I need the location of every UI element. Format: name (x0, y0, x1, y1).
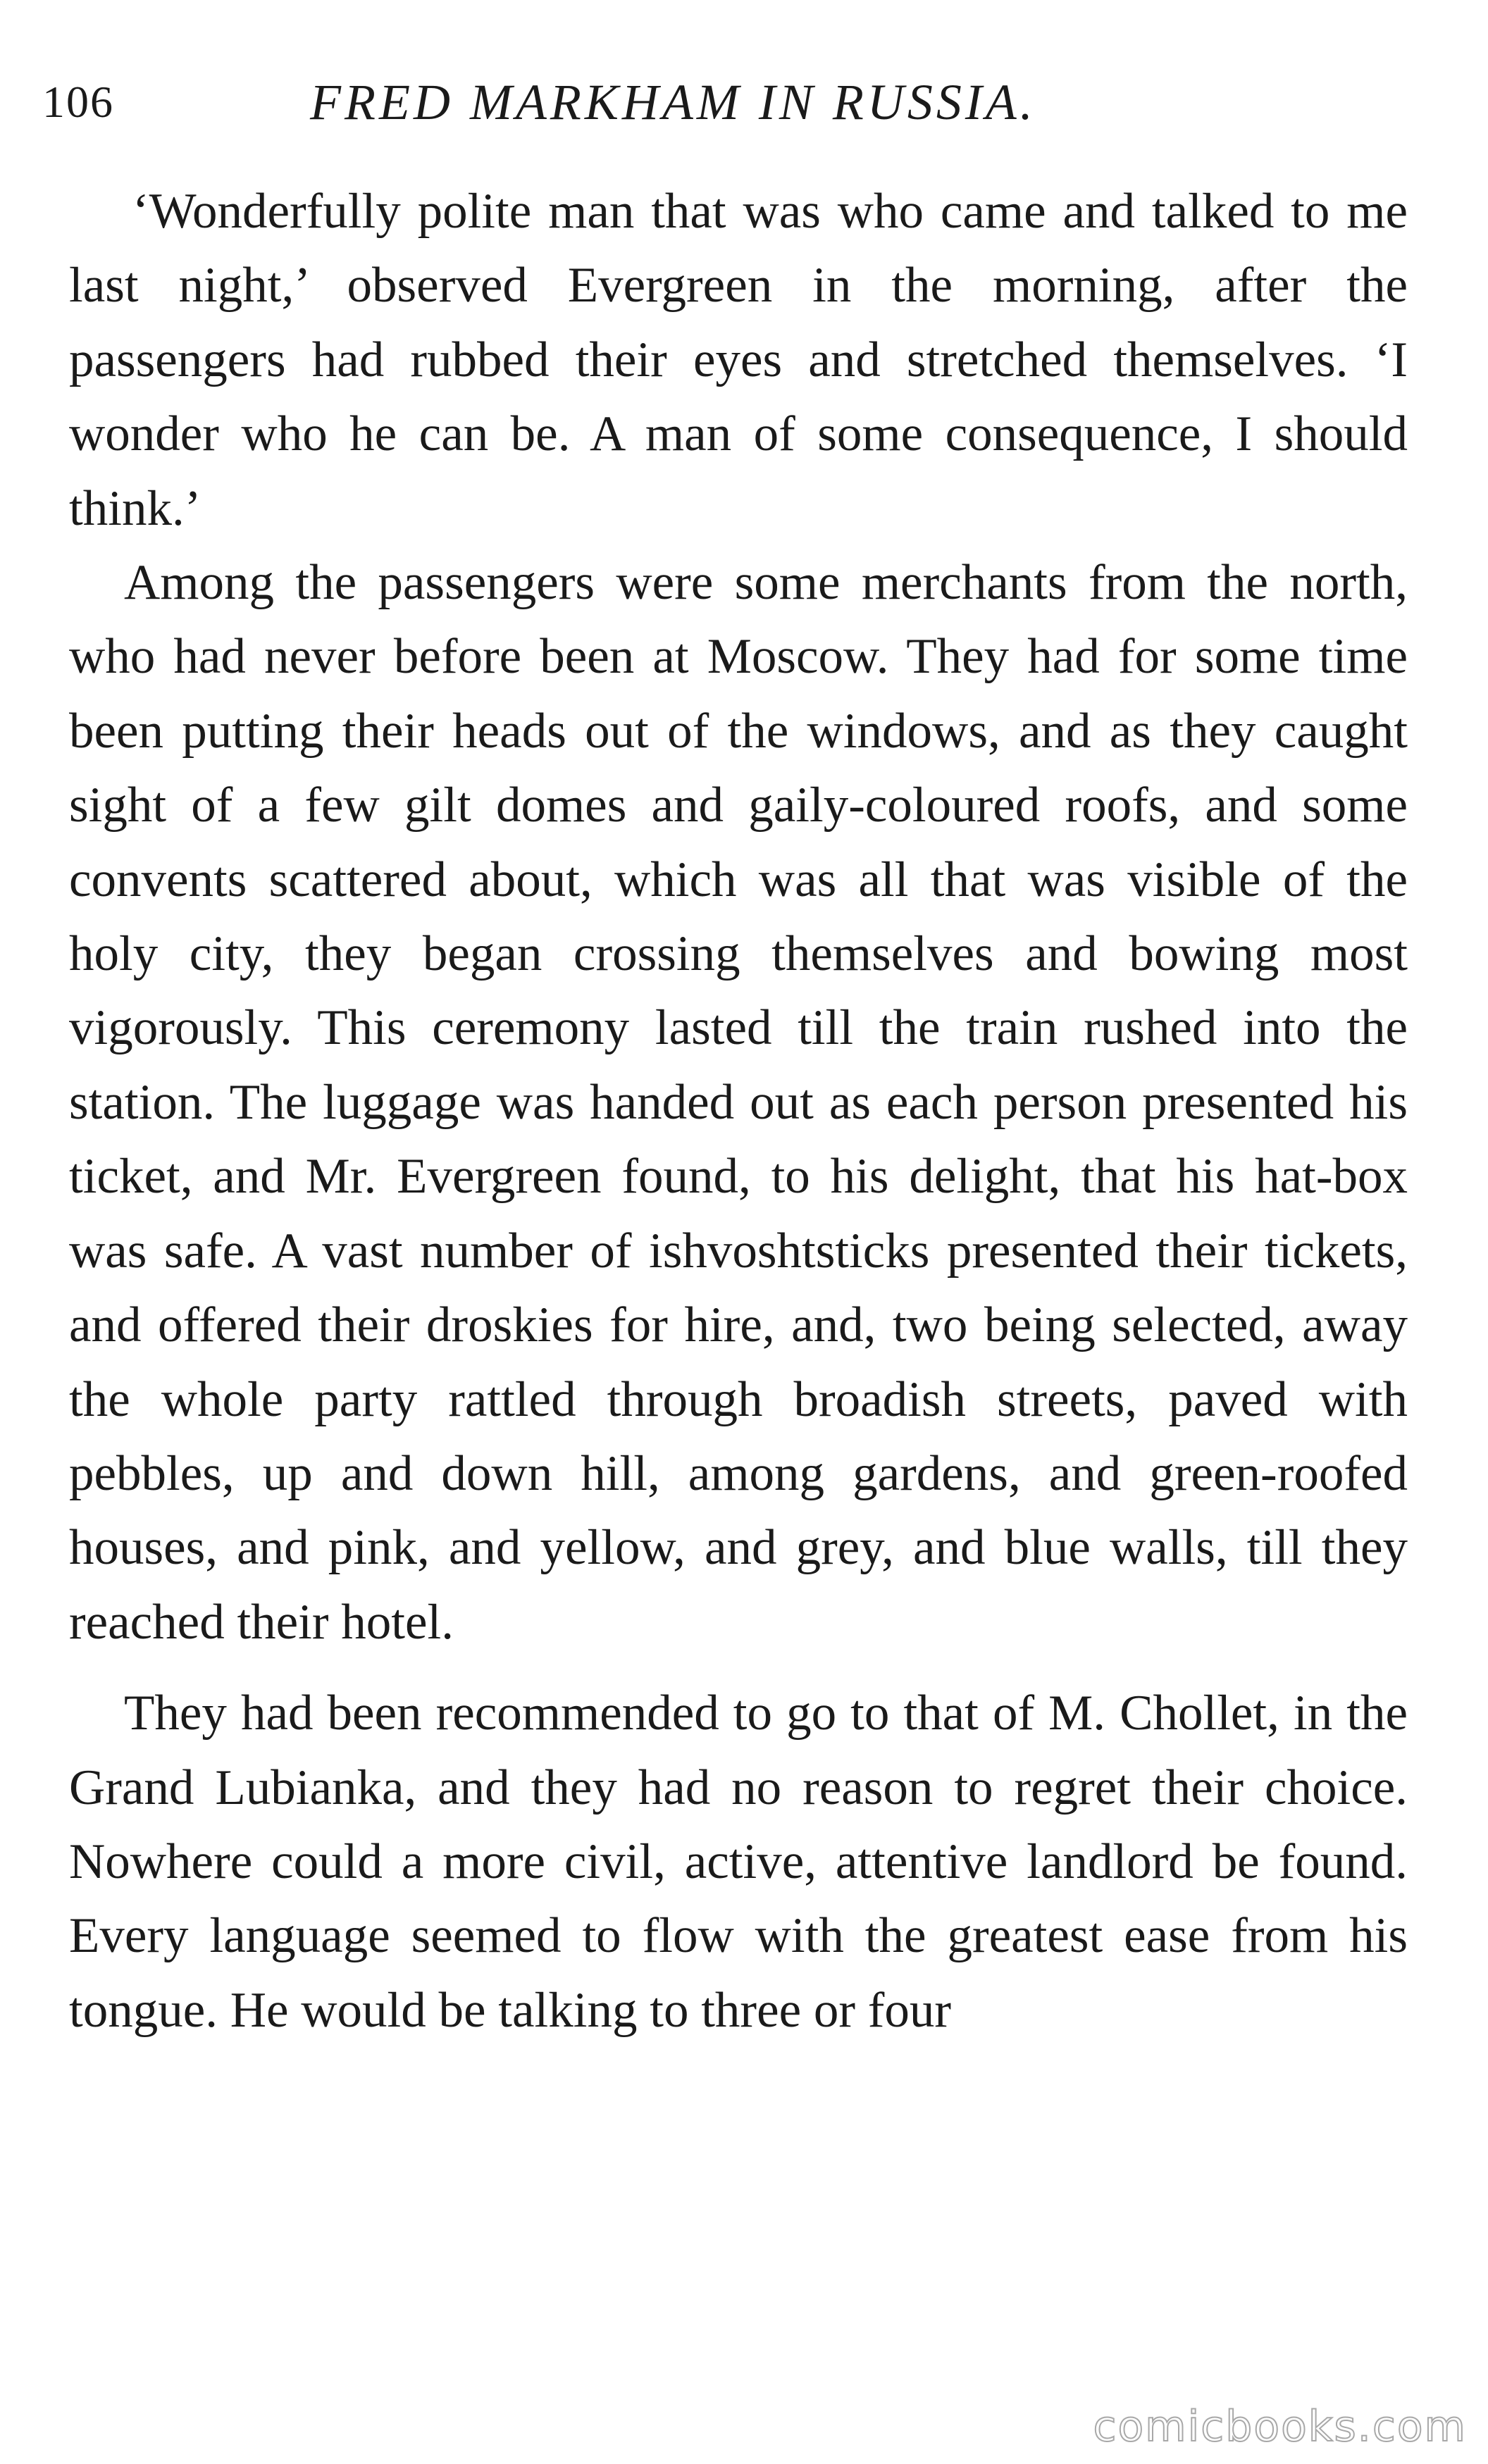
page-number: 106 (42, 77, 114, 127)
body-text (69, 175, 1408, 2048)
watermark-logo: comicbooks.com (1093, 2402, 1467, 2451)
paragraph-2: Among the passengers were some merchants from the north, who had never before been at Moscow. They had for some time been putting their heads out of the windows, and as they caught sight of a few gilt domes and gaily-coloured roofs, and some convents scattered about, which was all that was visible of the holy city, they began crossing themselves and bowing most vigorously. This ceremony lasted till the train rushed into the station. The luggage was handed out as each person presented his ticket, and Mr. Evergreen found, to his delight, that his hat-box was safe. A vast number of ishvoshtsticks presented their tickets, and offered their droskies for hire, and, two being selected, away the whole party rattled through broadish streets, paved with pebbles, up and down hill, among gardens, and green-roofed houses, and pink, and yellow, and grey, and blue walls, till they reached their hotel. (69, 555, 1408, 1650)
paragraph-1: ‘Wonderfully polite man that was who came and talked to me last night,’ observed Evergreen in the morning, after the passengers had rubbed their eyes and stretched themselves. ‘I wonder who he can be. A man of some consequence, I should think.’ (69, 184, 1408, 536)
page-header (42, 67, 1409, 137)
running-title: FRED MARKHAM IN RUSSIA. (310, 74, 1036, 130)
paragraph-3: They had been recommended to go to that of M. Chollet, in the Grand Lubianka, and they had no reason to regret their choice. Nowhere could a more civil, active, attentive landlord be found. Every language seemed to flow with the greatest ease from his tongue. He would be talking to three or four (69, 1686, 1408, 2038)
